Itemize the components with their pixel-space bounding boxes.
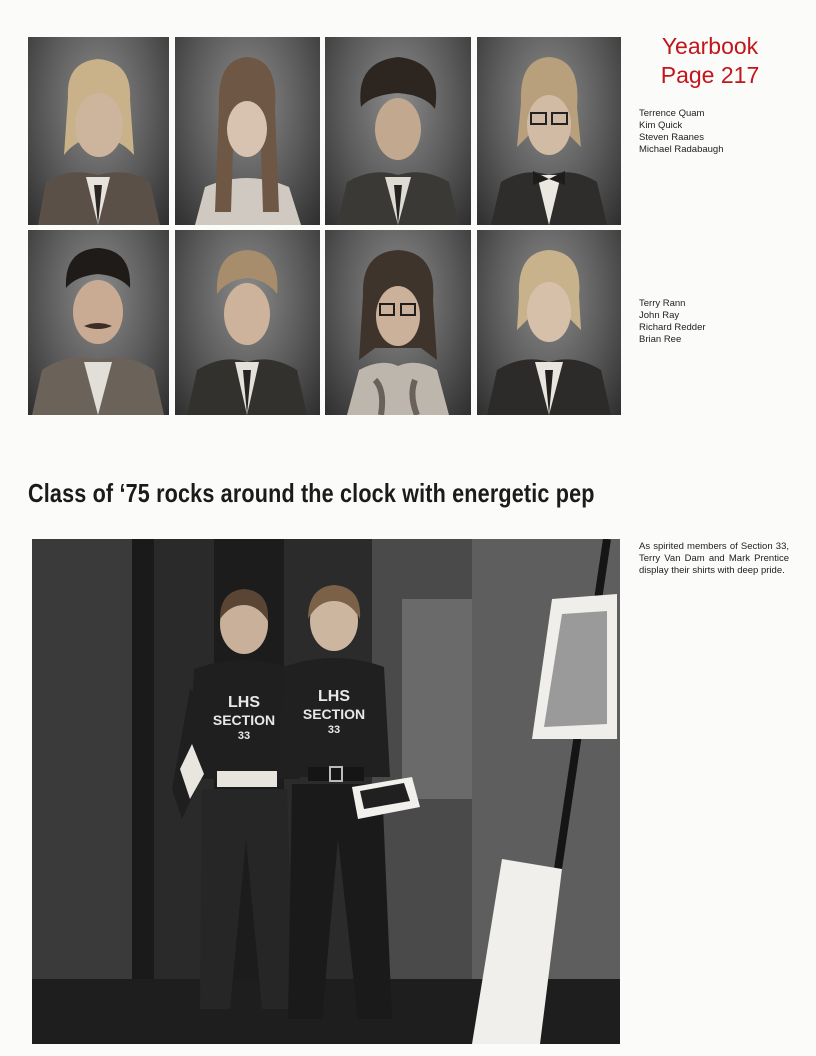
portrait-richard-redder <box>325 230 471 415</box>
name-kim-quick: Kim Quick <box>639 120 683 131</box>
portrait-kim-quick <box>175 37 320 225</box>
portrait-terry-rann <box>28 230 169 415</box>
right-shirt-line2: SECTION <box>302 706 366 722</box>
left-shirt-line2: SECTION <box>212 712 276 728</box>
left-shirt-line3: 33 <box>237 730 251 742</box>
name-terry-rann: Terry Rann <box>639 298 686 309</box>
portrait-steven-raanes <box>325 37 471 225</box>
name-michael-radabaugh: Michael Radabaugh <box>639 144 724 155</box>
portrait-terrence-quam <box>28 37 169 225</box>
page-label-number: Page 217 <box>660 62 760 88</box>
portrait-john-ray <box>175 230 320 415</box>
portrait-brian-ree <box>477 230 621 415</box>
right-shirt-line3: 33 <box>327 724 341 736</box>
left-shirt-line1: LHS <box>228 694 260 711</box>
name-terrence-quam: Terrence Quam <box>639 108 705 119</box>
name-richard-redder: Richard Redder <box>639 322 706 333</box>
page-label <box>640 32 780 90</box>
name-steven-raanes: Steven Raanes <box>639 132 704 143</box>
right-shirt-line1: LHS <box>318 688 350 705</box>
portrait-michael-radabaugh <box>477 37 621 225</box>
row2-names <box>639 298 706 346</box>
name-brian-ree: Brian Ree <box>639 334 682 345</box>
page-label-title: Yearbook <box>661 33 759 59</box>
row1-names <box>639 108 724 156</box>
page-headline: Class of ‘75 rocks around the clock with energetic pep <box>28 478 595 508</box>
photo-caption: As spirited members of Section 33, Terry Van Dam and Mark Prentice display their shirts with deep pride. <box>639 541 789 576</box>
hallway-photo <box>32 539 620 1044</box>
name-john-ray: John Ray <box>639 310 680 321</box>
